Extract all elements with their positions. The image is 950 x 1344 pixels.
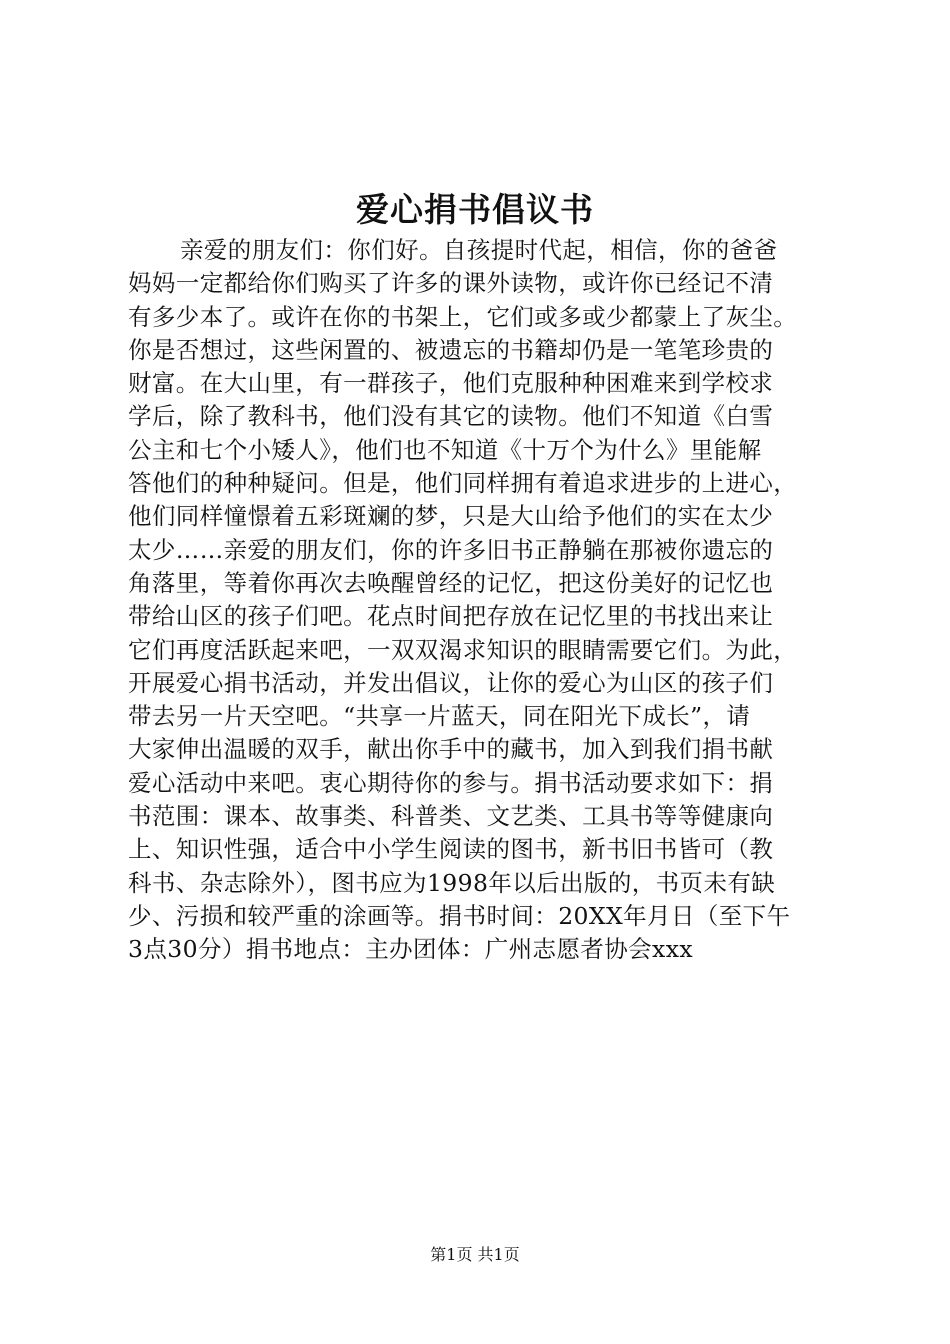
body-line: 财富。在大山里，有一群孩子，他们克服种种困难来到学校求: [128, 369, 774, 398]
body-line: 爱心活动中来吧。衷心期待你的参与。捐书活动要求如下：捐: [128, 768, 774, 797]
body-line: 它们再度活跃起来吧，一双双渴求知识的眼睛需要它们。为此，: [128, 635, 798, 664]
body-line: 太少……亲爱的朋友们，你的许多旧书正静躺在那被你遗忘的: [128, 535, 774, 564]
body-line: 角落里，等着你再次去唤醒曾经的记忆，把这份美好的记忆也: [128, 568, 774, 597]
body-line: 上、知识性强，适合中小学生阅读的图书，新书旧书皆可（教: [128, 835, 774, 864]
body-line: 少、污损和较严重的涂画等。捐书时间：20XX年月日（至下午: [128, 901, 791, 930]
body-line: 公主和七个小矮人》，他们也不知道《十万个为什么》里能解: [128, 435, 762, 464]
document-title: 爱心捐书倡议书: [356, 190, 594, 229]
body-line: 书范围：课本、故事类、科普类、文艺类、工具书等等健康向: [128, 802, 774, 831]
body-line: 亲爱的朋友们：你们好。自孩提时代起，相信，你的爸爸: [180, 236, 778, 264]
body-line: 答他们的种种疑问。但是，他们同样拥有着追求进步的上进心，: [128, 469, 798, 498]
body-line: 有多少本了。或许在你的书架上，它们或多或少都蒙上了灰尘。: [128, 302, 798, 331]
page-number-footer: 第1页 共1页: [430, 1245, 520, 1264]
body-line: 你是否想过，这些闲置的、被遗忘的书籍却仍是一笔笔珍贵的: [128, 335, 774, 364]
body-line: 妈妈一定都给你们购买了许多的课外读物，或许你已经记不清: [128, 269, 774, 298]
body-line: 带去另一片天空吧。“共享一片蓝天，同在阳光下成长”，请: [128, 702, 751, 731]
body-line: 大家伸出温暖的双手，献出你手中的藏书，加入到我们捐书献: [128, 735, 774, 764]
document-body: [128, 234, 856, 967]
body-line: 学后，除了教科书，他们没有其它的读物。他们不知道《白雪: [128, 402, 774, 431]
body-line: 科书、杂志除外），图书应为1998年以后出版的，书页未有缺: [128, 868, 776, 897]
body-line: 3点30分）捐书地点：主办团体：广州志愿者协会xxx: [128, 935, 694, 964]
body-line: 开展爱心捐书活动，并发出倡议，让你的爱心为山区的孩子们: [128, 668, 774, 697]
body-line: 带给山区的孩子们吧。花点时间把存放在记忆里的书找出来让: [128, 602, 774, 631]
body-line: 他们同样憧憬着五彩斑斓的梦，只是大山给予他们的实在太少: [128, 502, 774, 531]
